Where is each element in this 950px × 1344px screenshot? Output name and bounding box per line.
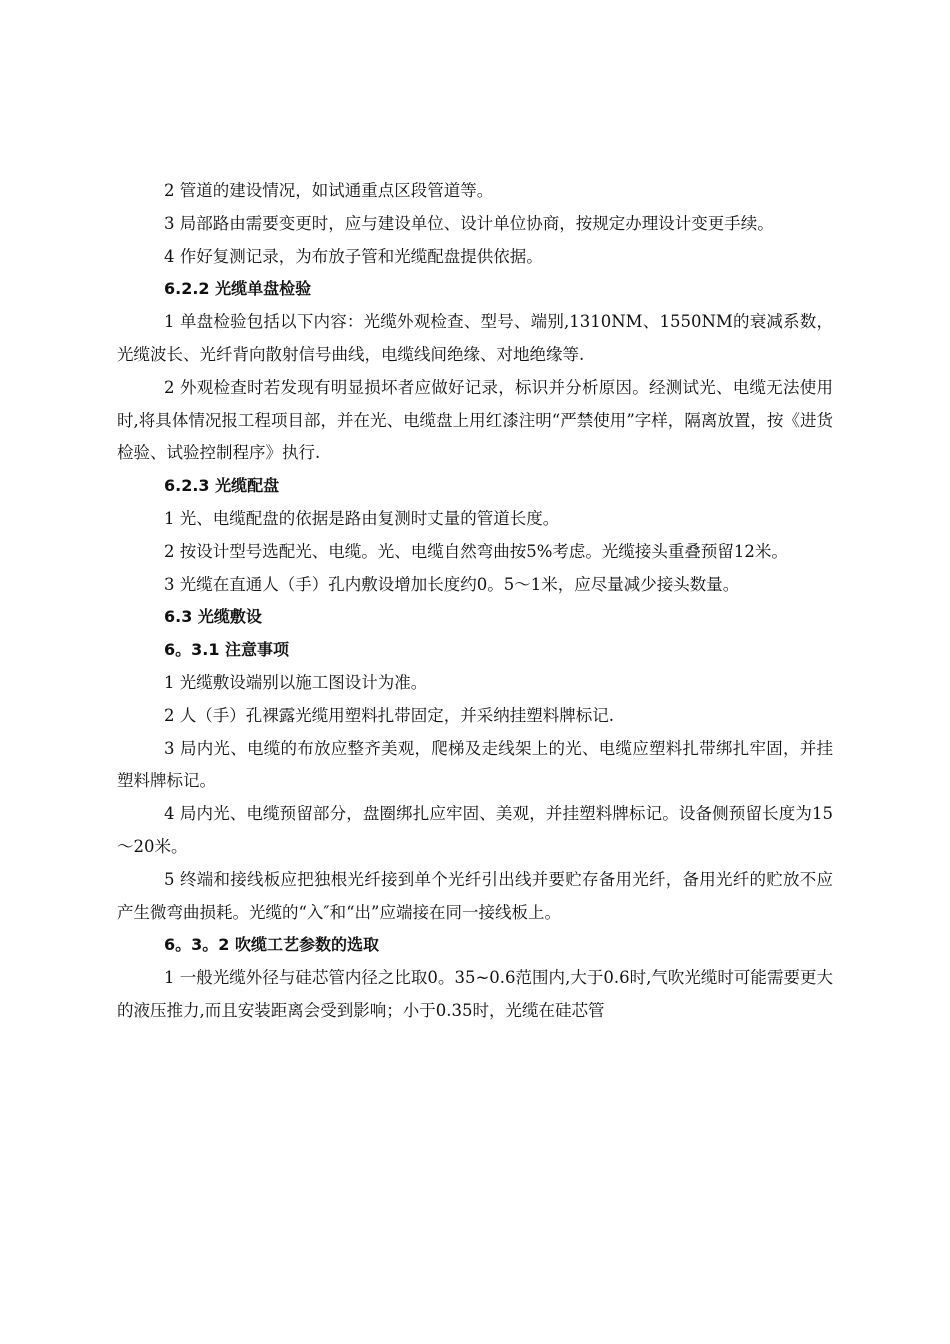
paragraph: 1 单盘检验包括以下内容：光缆外观检查、型号、端别,1310NM、1550NM的衰减系数，光缆波长、光纤背向散射信号曲线，电缆线间绝缘、对地绝缘等. (117, 312, 833, 364)
document-body (117, 175, 833, 1028)
section-heading: 6.2.3 光缆配盘 (164, 476, 280, 496)
paragraph: 3 局内光、电缆的布放应整齐美观，爬梯及走线架上的光、电缆应塑料扎带绑扎牢固，并挂塑料牌标记。 (117, 738, 833, 791)
section-heading: 6。3.1 注意事项 (164, 640, 290, 660)
paragraph: 1 光、电缆配盘的依据是路由复测时丈量的管道长度。 (164, 508, 560, 528)
section-heading: 6。3。2 吹缆工艺参数的选取 (164, 935, 379, 955)
paragraph: 1 一般光缆外径与硅芯管内径之比取0。35~0.6范围内,大于0.6时,气吹光缆时可能需要更大的液压推力,而且安装距离会受到影响；小于0.35时，光缆在硅芯管 (117, 968, 833, 1020)
section-heading: 6.3 光缆敷设 (164, 607, 262, 627)
paragraph: 2 按设计型号选配光、电缆。光、电缆自然弯曲按5%考虑。光缆接头重叠预留12米。 (164, 541, 788, 561)
paragraph: 3 光缆在直通人（手）孔内敷设增加长度约0。5～1米，应尽量减少接头数量。 (164, 574, 740, 594)
paragraph: 2 管道的建设情况，如试通重点区段管道等。 (164, 181, 494, 200)
section-heading: 6.2.2 光缆单盘检验 (164, 279, 312, 299)
paragraph: 4 作好复测记录，为布放子管和光缆配盘提供依据。 (164, 246, 543, 266)
paragraph: 4 局内光、电缆预留部分，盘圈绑扎应牢固、美观，并挂塑料牌标记。设备侧预留长度为15～20米。 (117, 804, 833, 856)
paragraph: 2 外观检查时若发现有明显损坏者应做好记录，标识并分析原因。经测试光、电缆无法使用时,将具体情况报工程项目部，并在光、电缆盘上用红漆注明“严禁使用”字样，隔离放置，按《进货检验、试验控制程序》执行. (117, 377, 833, 463)
paragraph: 3 局部路由需要变更时，应与建设单位、设计单位协商，按规定办理设计变更手续。 (164, 213, 774, 233)
paragraph: 1 光缆敷设端别以施工图设计为准。 (164, 672, 428, 692)
paragraph: 5 终端和接线板应把独根光纤接到单个光纤引出线并要贮存备用光纤，备用光纤的贮放不应产生微弯曲损耗。光缆的“入″和“出”应端接在同一接线板上。 (117, 869, 833, 922)
paragraph: 2 人（手）孔裸露光缆用塑料扎带固定，并采纳挂塑料牌标记. (164, 705, 614, 725)
